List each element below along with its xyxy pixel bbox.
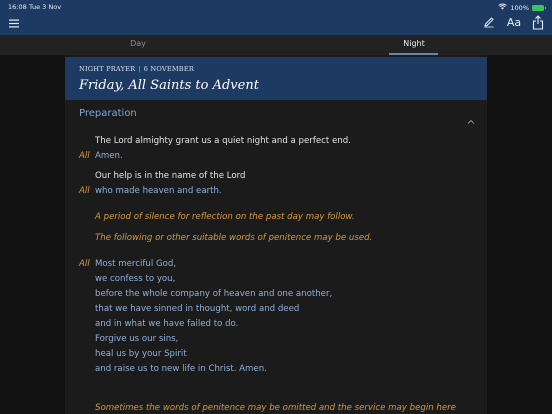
top-bar — [0, 0, 552, 35]
status-time: 16:08 — [8, 3, 27, 11]
text-line: we confess to you, — [95, 274, 176, 284]
text-line: and in what we have failed to do. — [95, 319, 239, 329]
text-line: before the whole company of heaven and one another, — [95, 289, 333, 299]
rubric-line: The following or other suitable words of penitence may be used. — [95, 233, 373, 243]
text-line: and raise us to new life in Christ. Amen. — [95, 364, 267, 374]
pencil-icon[interactable] — [482, 15, 496, 29]
font-size-button[interactable]: Aa — [506, 15, 522, 29]
service-page — [65, 55, 487, 414]
all-label: All — [79, 151, 90, 161]
text-line: heal us by your Spirit — [95, 349, 187, 359]
service-kicker — [79, 65, 194, 73]
section-title[interactable]: Preparation — [79, 108, 137, 119]
chevron-up-icon[interactable] — [467, 110, 475, 116]
share-icon[interactable] — [531, 14, 545, 30]
rubric-line: Sometimes the words of penitence may be omitted and the service may begin here — [95, 403, 456, 413]
text-line: that we have sinned in thought, word and deed — [95, 304, 300, 314]
text-line: Most merciful God, — [95, 259, 177, 269]
tab-bar — [0, 35, 552, 55]
kicker-separator: | — [138, 65, 141, 73]
hamburger-icon[interactable] — [8, 17, 20, 29]
text-line: Our help is in the name of the Lord — [95, 171, 246, 181]
all-label: All — [79, 186, 90, 196]
battery-percent: 100% — [510, 3, 529, 12]
text-line: Amen. — [95, 151, 123, 161]
kicker-service: NIGHT PRAYER — [79, 65, 136, 73]
kicker-date: 6 NOVEMBER — [143, 65, 195, 73]
tab-day[interactable]: Day — [130, 39, 146, 48]
all-label: All — [79, 259, 90, 269]
text-line: The Lord almighty grant us a quiet night and a perfect end. — [95, 136, 351, 146]
text-line: who made heaven and earth. — [95, 186, 222, 196]
wifi-icon — [498, 3, 507, 12]
rubric-line: A period of silence for reflection on the past day may follow. — [95, 212, 355, 222]
status-date: Tue 3 Nov — [29, 3, 62, 11]
battery-icon — [532, 5, 544, 11]
status-right — [498, 3, 544, 12]
service-header — [65, 57, 487, 100]
tab-night[interactable]: Night — [403, 39, 425, 48]
text-line: Forgive us our sins, — [95, 334, 179, 344]
page-title: Friday, All Saints to Advent — [79, 78, 259, 93]
